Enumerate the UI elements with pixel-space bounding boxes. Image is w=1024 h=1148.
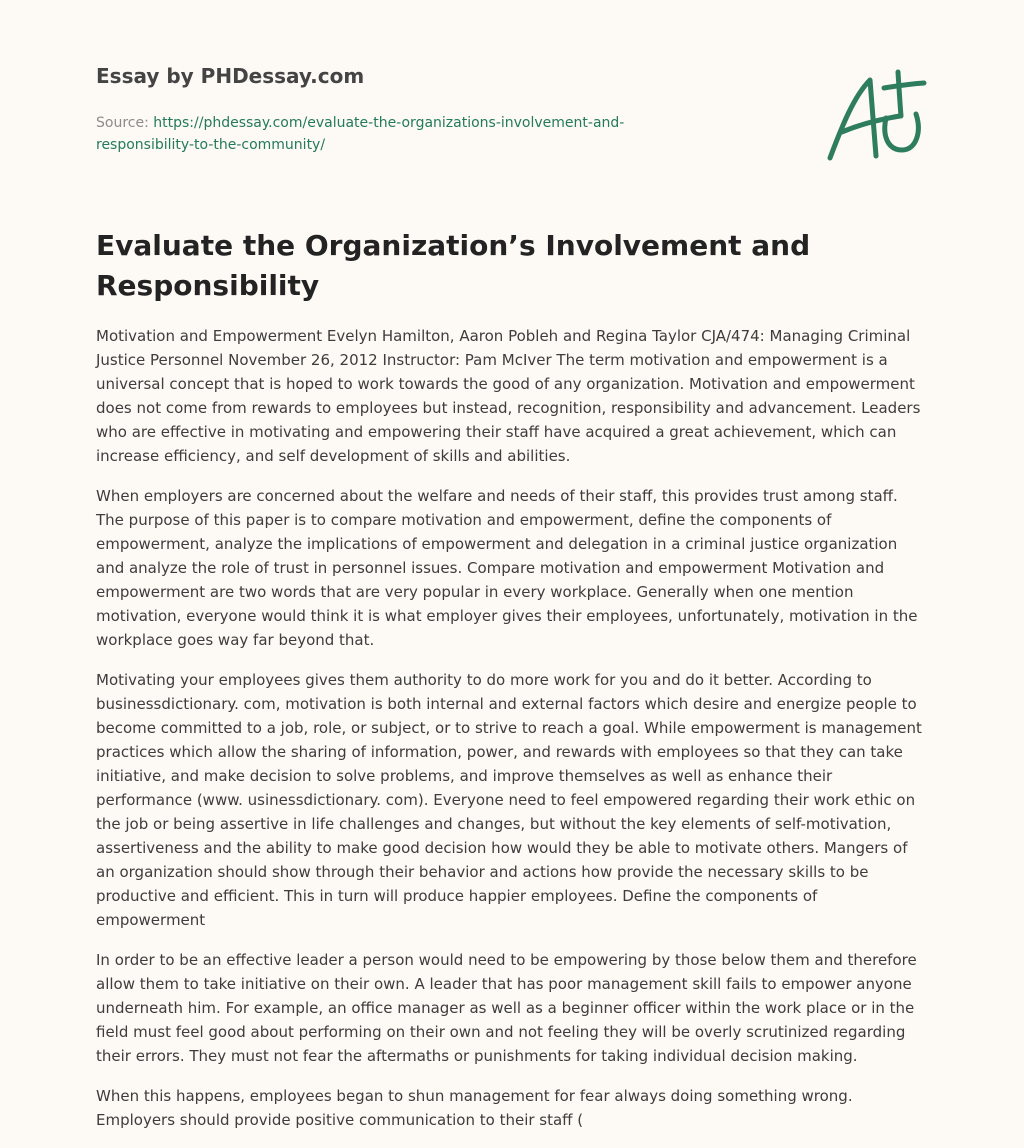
- source-link[interactable]: https://phdessay.com/evaluate-the-organizations-involvement-and-responsibility-to-the-community/: [96, 115, 625, 153]
- essay-paragraph: In order to be an effective leader a person would need to be empowering by those below them and therefore allow them to take initiative on their own. A leader that has poor management skill fails to empower anyone underneath him. For example, an office manager as well as a beginner officer within the work place or in the field must feel good about performing on their own and not feeling they will be overly scrutinized regarding their errors. They must not fear the aftermaths or punishments for taking individual decision making.: [96, 951, 917, 1065]
- essay-paragraph: Motivating your employees gives them authority to do more work for you and do it better. According to businessdictionary. com, motivation is both internal and external factors which desire and energize people to become committed to a job, role, or subject, or to strive to reach a goal. While empowerment is management practices which allow the sharing of information, power, and rewards with employees so that they can take initiative, and make decision to solve problems, and improve themselves as well as enhance their performance (www. usinessdictionary. com). Everyone need to feel empowered regarding their work ethic on the job or being assertive in life challenges and changes, but without the key elements of self-motivation, assertiveness and the ability to make good decision how would they be able to motivate others. Mangers of an organization should show through their behavior and actions how provide the necessary skills to be productive and efficient. This in turn will produce happier employees. Define the components of empowerment: [96, 671, 922, 929]
- essay-body: [96, 324, 930, 1148]
- essay-title: Evaluate the Organization’s Involvement and Responsibility: [96, 229, 811, 302]
- essay-paragraph: When employers are concerned about the welfare and needs of their staff, this provides trust among staff. The purpose of this paper is to compare motivation and empowerment, define the components of empowerment, analyze the implications of empowerment and delegation in a criminal justice organization and analyze the role of trust in personnel issues. Compare motivation and empowerment Motivation and empowerment are two words that are very popular in every workplace. Generally when one mention motivation, everyone would think it is what employer gives their employees, unfortunately, motivation in the workplace goes way far beyond that.: [96, 487, 918, 649]
- source-label: Source:: [96, 115, 149, 131]
- source-line: [96, 112, 696, 156]
- a-plus-logo-icon: [820, 66, 930, 166]
- essay-paragraph: When this happens, employees began to shun management for fear always doing something wrong. Employers should provide positive communication to their staff (: [96, 1087, 853, 1129]
- brand-title: Essay by PHDessay.com: [96, 64, 365, 88]
- essay-paragraph: Motivation and Empowerment Evelyn Hamilton, Aaron Pobleh and Regina Taylor CJA/474: Managing Criminal Justice Personnel November 26, 2012 Instructor: Pam McIver The term motivation and empowerment is a universal concept that is hoped to work towards the good of any organization. Motivation and empowerment does not come from rewards to employees but instead, recognition, responsibility and advancement. Leaders who are effective in motivating and empowering their staff have acquired a great achievement, which can increase efficiency, and self development of skills and abilities.: [96, 327, 921, 465]
